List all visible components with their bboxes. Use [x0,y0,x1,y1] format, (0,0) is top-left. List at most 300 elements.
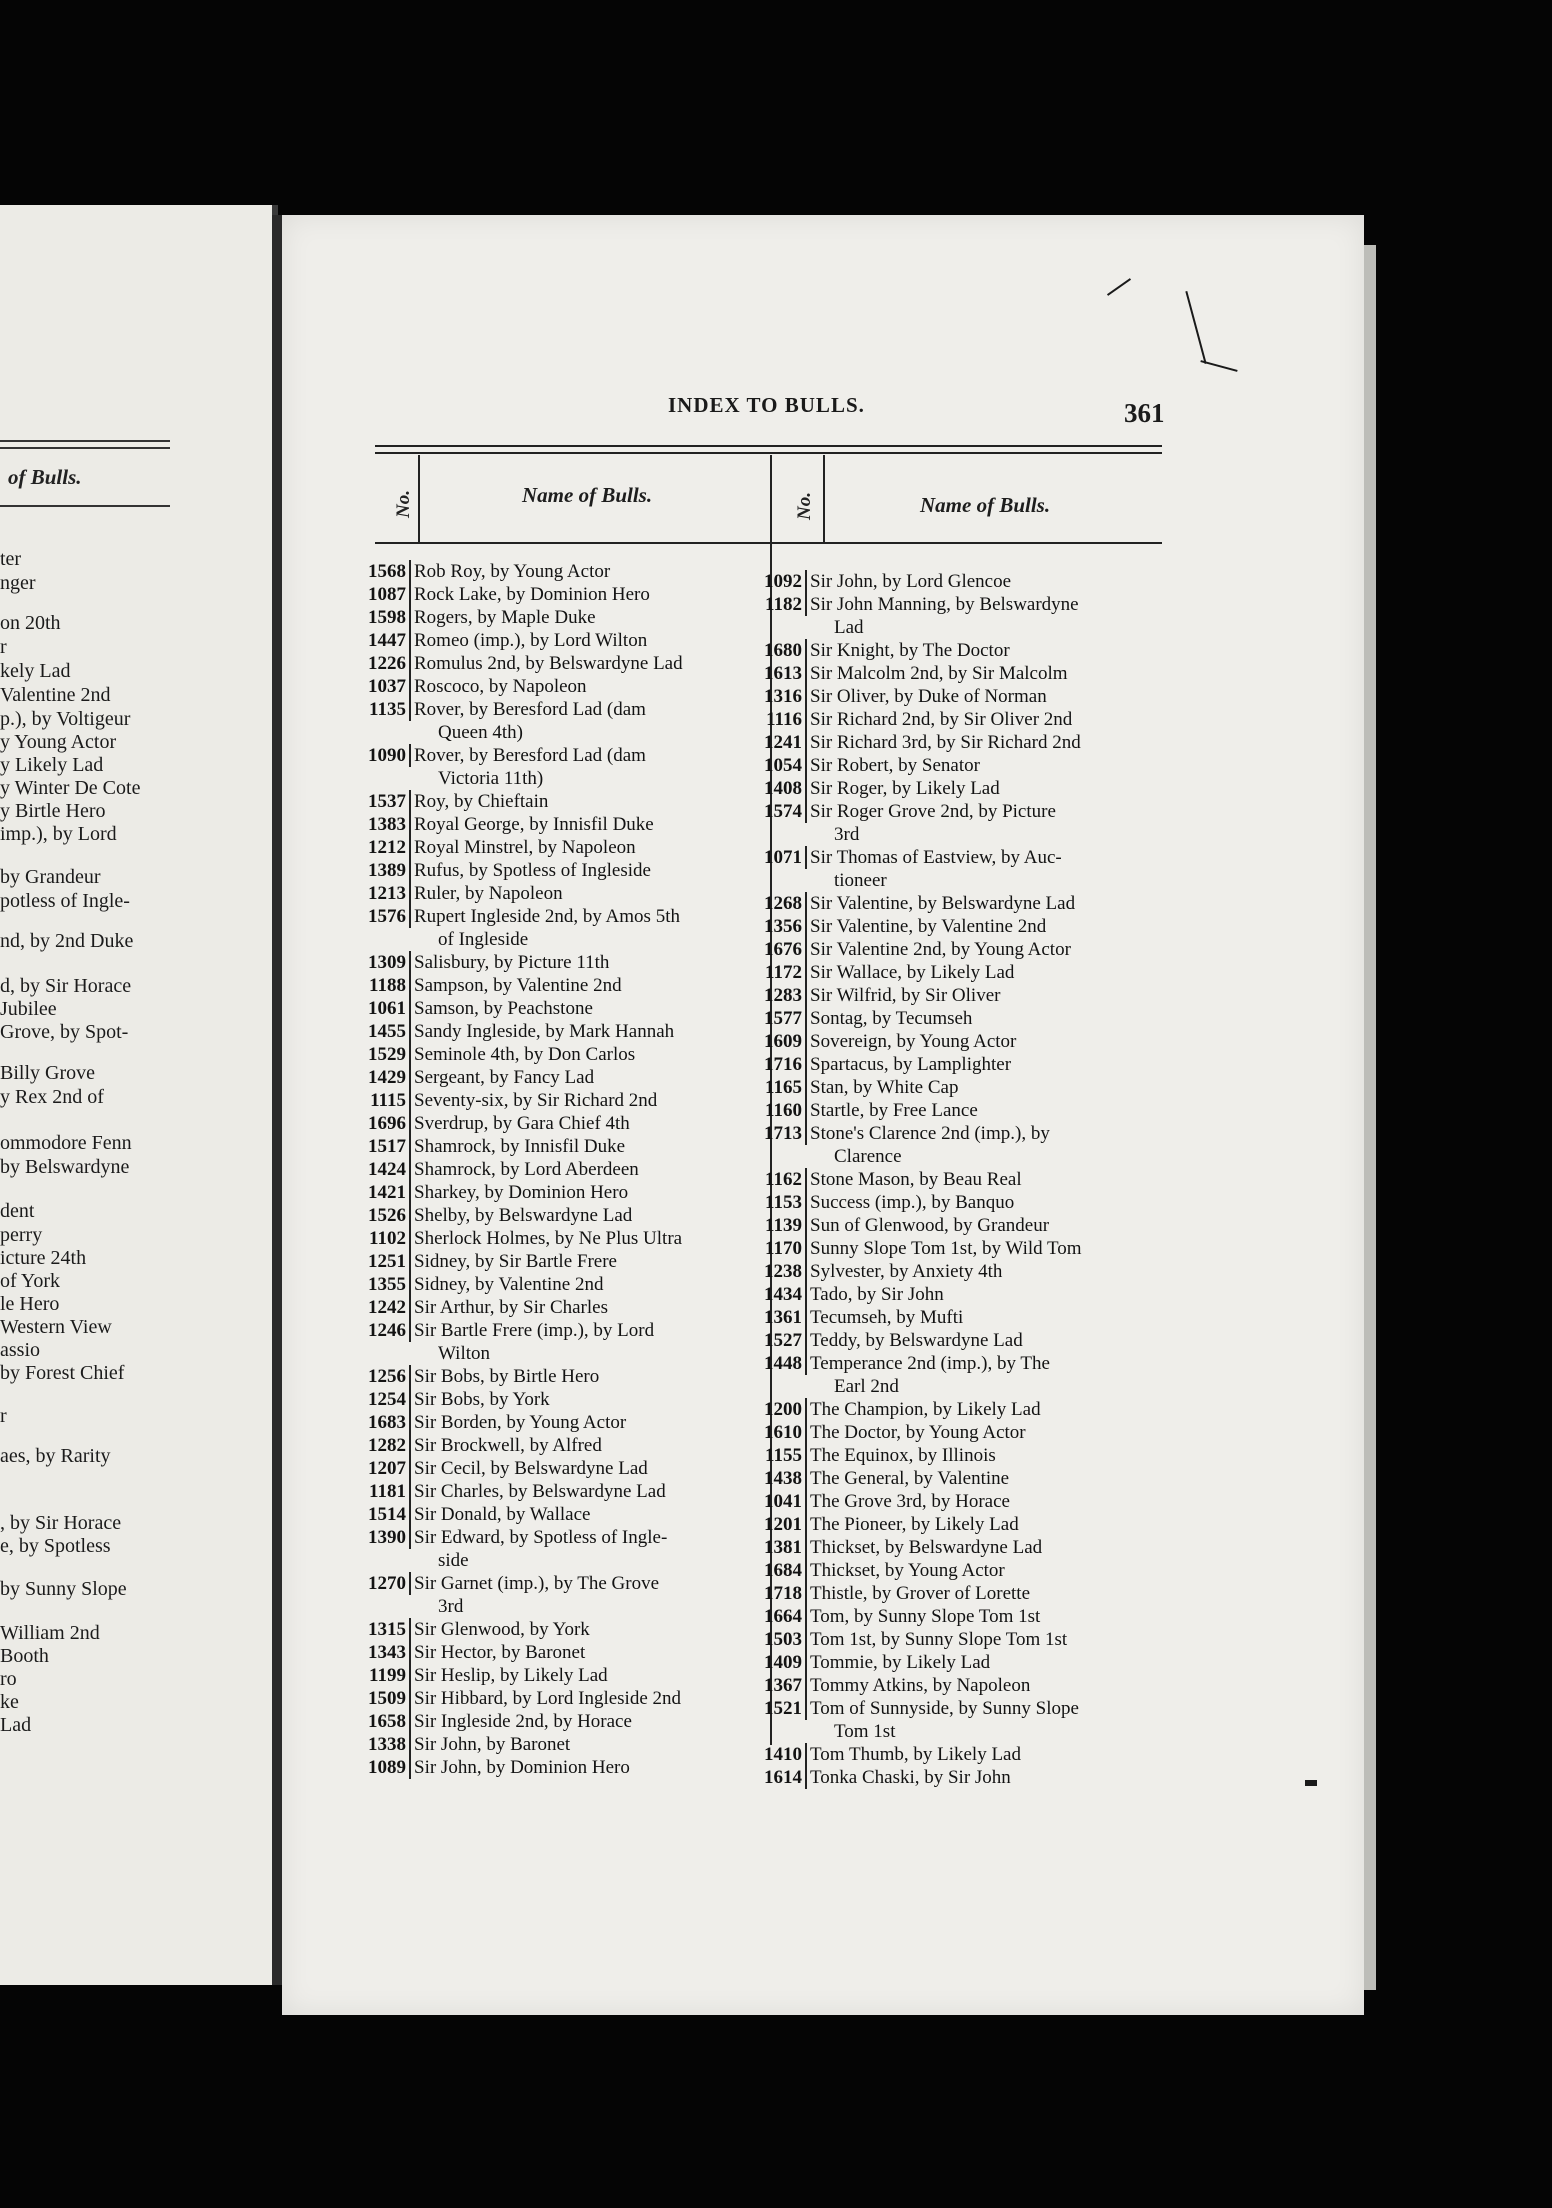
entry-name [807,1582,1165,1605]
entry-name-continuation: Wilton [438,1343,491,1364]
left-page-line: Lad [0,1714,32,1736]
index-entry [356,1158,764,1181]
index-entry [356,1618,764,1641]
entry-name-text: Tom 1st, by Sunny Slope Tom 1st [810,1629,1068,1650]
left-page-line: potless of Ingle- [0,890,130,912]
index-entry [752,1191,1165,1214]
left-page-rule [0,440,170,442]
index-entry [752,1030,1165,1053]
entry-name [411,1480,764,1503]
index-entry [752,754,1165,777]
index-entry [752,1053,1165,1076]
entry-name-text: Temperance 2nd (imp.), by The [810,1353,1050,1374]
index-entry [752,777,1165,800]
entry-number: 1199 [356,1664,411,1687]
index-entry [752,961,1165,984]
entry-number: 1165 [752,1076,807,1099]
entry-name [411,790,764,813]
entry-name [807,1076,1165,1099]
entry-number: 1683 [356,1411,411,1434]
entry-name-text: Salisbury, by Picture 11th [414,952,610,973]
right-entry-list [752,570,1165,1789]
index-entry [356,629,764,652]
entry-name-text: Sir Malcolm 2nd, by Sir Malcolm [810,663,1068,684]
entry-number: 1115 [356,1089,411,1112]
entry-name [807,1030,1165,1053]
entry-name [411,1526,764,1572]
index-entry [752,1467,1165,1490]
entry-name [411,1273,764,1296]
index-entry [356,1733,764,1756]
left-page-line: aes, by Rarity [0,1445,111,1467]
index-entry [752,984,1165,1007]
entry-name [807,1168,1165,1191]
left-page-line: William 2nd [0,1622,100,1644]
entry-number: 1160 [752,1099,807,1122]
entry-name-text: Sir Valentine 2nd, by Young Actor [810,939,1071,960]
entry-name-text: Teddy, by Belswardyne Lad [810,1330,1023,1351]
entry-name [807,938,1165,961]
entry-name-text: Tom Thumb, by Likely Lad [810,1744,1021,1765]
index-entry [752,1766,1165,1789]
entry-number: 1676 [752,938,807,961]
entry-name-text: Spartacus, by Lamplighter [810,1054,1012,1075]
index-entry [752,1168,1165,1191]
entry-name [807,1237,1165,1260]
entry-number: 1037 [356,675,411,698]
index-entry [356,1365,764,1388]
entry-name [807,1536,1165,1559]
left-entry-list [356,560,764,1779]
entry-number: 1537 [356,790,411,813]
index-entry [356,1296,764,1319]
entry-number: 1696 [356,1112,411,1135]
entry-name-text: Sir Valentine, by Belswardyne Lad [810,893,1076,914]
index-entry [752,1513,1165,1536]
index-entry [356,1227,764,1250]
left-page-line: nd, by 2nd Duke [0,930,134,952]
entry-name [411,560,764,583]
entry-number: 1429 [356,1066,411,1089]
entry-name-text: Sir Glenwood, by York [414,1619,590,1640]
left-column-name-header: Name of Bulls. [522,483,653,507]
index-entry [356,905,764,951]
left-page-line: nger [0,572,36,594]
entry-name [807,1329,1165,1352]
index-entry [356,675,764,698]
entry-number: 1338 [356,1733,411,1756]
index-entry [356,1020,764,1043]
index-entry [356,1710,764,1733]
left-page-column-header: of Bulls. [8,465,82,489]
entry-name-continuation: Lad [834,617,864,638]
entry-name-text: Romulus 2nd, by Belswardyne Lad [414,653,683,674]
entry-number: 1315 [356,1618,411,1641]
index-entry [356,1756,764,1779]
entry-name-continuation: 3rd [834,824,860,845]
entry-name [807,1191,1165,1214]
entry-number: 1071 [752,846,807,869]
entry-number: 1455 [356,1020,411,1043]
left-column-no-header: No. [393,490,414,518]
index-entry [752,1559,1165,1582]
entry-name [411,1457,764,1480]
entry-name-text: Shelby, by Belswardyne Lad [414,1205,633,1226]
entry-number: 1367 [752,1674,807,1697]
entry-name-continuation: Clarence [834,1146,902,1167]
entry-name [411,905,764,951]
left-page-line: ro [0,1668,17,1690]
entry-name [807,593,1165,639]
left-page-line: p.), by Voltigeur [0,708,131,730]
entry-number: 1355 [356,1273,411,1296]
entry-number: 1361 [752,1306,807,1329]
entry-number: 1242 [356,1296,411,1319]
index-entry [752,1651,1165,1674]
entry-number: 1409 [752,1651,807,1674]
left-page-line: dent [0,1200,35,1222]
entry-name [807,1559,1165,1582]
entry-name [807,1743,1165,1766]
entry-name [807,1099,1165,1122]
entry-number: 1213 [356,882,411,905]
index-entry [752,1490,1165,1513]
left-page-line: ommodore Fenn [0,1132,132,1154]
entry-name-text: Sir Wallace, by Likely Lad [810,962,1015,983]
entry-name-text: Sir Arthur, by Sir Charles [414,1297,608,1318]
entry-name-text: Sir Roger Grove 2nd, by Picture [810,801,1056,822]
entry-name-text: The Grove 3rd, by Horace [810,1491,1010,1512]
entry-name-continuation: Queen 4th) [438,722,523,743]
index-entry [752,593,1165,639]
entry-number: 1684 [752,1559,807,1582]
index-entry [356,560,764,583]
entry-number: 1381 [752,1536,807,1559]
index-entry [752,1674,1165,1697]
index-entry [752,708,1165,731]
entry-name [411,1020,764,1043]
top-rule-double [375,452,1162,454]
left-page-line: y Likely Lad [0,754,104,776]
index-entry [356,790,764,813]
right-column-name-header: Name of Bulls. [920,493,1051,517]
entry-number: 1041 [752,1490,807,1513]
entry-name-text: Sir Robert, by Senator [810,755,980,776]
entry-name [411,1181,764,1204]
entry-name [807,1766,1165,1789]
entry-number: 1598 [356,606,411,629]
entry-name-text: Sergeant, by Fancy Lad [414,1067,595,1088]
entry-name-text: Sherlock Holmes, by Ne Plus Ultra [414,1228,683,1249]
entry-number: 1116 [752,708,807,731]
entry-number: 1182 [752,593,807,616]
entry-name [411,1710,764,1733]
entry-name [807,777,1165,800]
entry-name-text: Seventy-six, by Sir Richard 2nd [414,1090,658,1111]
entry-name [411,1135,764,1158]
entry-number: 1181 [356,1480,411,1503]
entry-name-text: Stone's Clarence 2nd (imp.), by [810,1123,1050,1144]
entry-name-text: Sir Oliver, by Duke of Norman [810,686,1047,707]
entry-name-text: Stone Mason, by Beau Real [810,1169,1022,1190]
entry-name-text: Sir Wilfrid, by Sir Oliver [810,985,1001,1006]
left-page-line: y Rex 2nd of [0,1086,104,1108]
entry-number: 1718 [752,1582,807,1605]
left-page-line: by Belswardyne [0,1156,130,1178]
index-entry [356,606,764,629]
entry-name-continuation: 3rd [438,1596,464,1617]
entry-name-text: Sir Edward, by Spotless of Ingle- [414,1527,668,1548]
index-entry [356,1503,764,1526]
entry-name [411,1664,764,1687]
entry-number: 1576 [356,905,411,928]
entry-number: 1254 [356,1388,411,1411]
index-entry [356,951,764,974]
index-entry [356,744,764,790]
entry-name-text: Sir Bobs, by York [414,1389,550,1410]
left-page-line: r [0,1405,7,1427]
entry-name-text: Ruler, by Napoleon [414,883,563,904]
entry-name-text: Rupert Ingleside 2nd, by Amos 5th [414,906,680,927]
index-entry [752,1697,1165,1743]
index-entry [356,1457,764,1480]
entry-name-text: Sir Heslip, by Likely Lad [414,1665,608,1686]
index-entry [356,836,764,859]
left-page-line: Grove, by Spot- [0,1021,129,1043]
entry-name-text: Sir Cecil, by Belswardyne Lad [414,1458,648,1479]
entry-name [411,1756,764,1779]
index-entry [356,1687,764,1710]
entry-name [411,974,764,997]
entry-name-text: Sidney, by Sir Bartle Frere [414,1251,617,1272]
entry-name-text: Sharkey, by Dominion Hero [414,1182,629,1203]
entry-name-text: Samson, by Peachstone [414,998,593,1019]
index-entry [356,1480,764,1503]
entry-name [411,698,764,744]
left-page-line: by Forest Chief [0,1362,125,1384]
entry-name-text: Romeo (imp.), by Lord Wilton [414,630,648,651]
entry-name [411,1250,764,1273]
entry-number: 1200 [752,1398,807,1421]
entry-name [411,951,764,974]
entry-number: 1574 [752,800,807,823]
entry-number: 1527 [752,1329,807,1352]
index-entry [752,570,1165,593]
book-gutter [272,215,282,1985]
entry-name-text: Sir Borden, by Young Actor [414,1412,627,1433]
running-head: INDEX TO BULLS. [668,393,865,417]
entry-name-text: Sir John, by Baronet [414,1734,571,1755]
entry-number: 1246 [356,1319,411,1342]
entry-name-text: Sir John, by Lord Glencoe [810,571,1012,592]
entry-number: 1201 [752,1513,807,1536]
index-entry [752,1444,1165,1467]
entry-number: 1664 [752,1605,807,1628]
entry-name-continuation: of Ingleside [438,929,529,950]
entry-name-text: The Champion, by Likely Lad [810,1399,1041,1420]
entry-name [807,1260,1165,1283]
entry-number: 1090 [356,744,411,767]
entry-name-text: Roscoco, by Napoleon [414,676,587,697]
entry-name-text: Success (imp.), by Banquo [810,1192,1015,1213]
index-entry [356,1089,764,1112]
entry-name-text: Sir Hibbard, by Lord Ingleside 2nd [414,1688,682,1709]
entry-name [807,570,1165,593]
entry-name-text: Sovereign, by Young Actor [810,1031,1017,1052]
entry-name-text: Sir Ingleside 2nd, by Horace [414,1711,632,1732]
entry-name-continuation: Earl 2nd [834,1376,899,1397]
entry-name-text: Rob Roy, by Young Actor [414,561,611,582]
entry-name [807,1398,1165,1421]
index-entry [356,1273,764,1296]
left-page-line: Valentine 2nd [0,684,111,706]
index-entry [356,1043,764,1066]
entry-name-text: Seminole 4th, by Don Carlos [414,1044,636,1065]
index-entry [752,639,1165,662]
entry-name [807,639,1165,662]
entry-name [807,731,1165,754]
entry-name-text: Sir Valentine, by Valentine 2nd [810,916,1047,937]
index-entry [356,1066,764,1089]
left-page-line: imp.), by Lord [0,823,117,845]
entry-number: 1568 [356,560,411,583]
left-page-line: perry [0,1224,43,1246]
entry-number: 1061 [356,997,411,1020]
entry-number: 1529 [356,1043,411,1066]
index-entry [752,1582,1165,1605]
entry-name-text: Sir Roger, by Likely Lad [810,778,1000,799]
entry-number: 1389 [356,859,411,882]
entry-name [807,1007,1165,1030]
entry-number: 1256 [356,1365,411,1388]
entry-number: 1283 [752,984,807,1007]
left-page-line: ter [0,548,22,570]
entry-name-text: Sverdrup, by Gara Chief 4th [414,1113,630,1134]
entry-name-continuation: Victoria 11th) [438,768,544,789]
entry-name-text: The Doctor, by Young Actor [810,1422,1026,1443]
entry-number: 1658 [356,1710,411,1733]
entry-name [411,1158,764,1181]
entry-name-text: Sidney, by Valentine 2nd [414,1274,604,1295]
entry-name [411,1204,764,1227]
entry-name-text: Tommy Atkins, by Napoleon [810,1675,1031,1696]
left-page-line: , by Sir Horace [0,1512,122,1534]
entry-number: 1438 [752,1467,807,1490]
entry-name [807,754,1165,777]
entry-name [807,800,1165,846]
entry-number: 1610 [752,1421,807,1444]
index-entry [356,1388,764,1411]
index-entry [356,1411,764,1434]
entry-name [807,1674,1165,1697]
entry-name [411,859,764,882]
left-page-line: on 20th [0,612,61,634]
entry-name [411,675,764,698]
entry-name [411,1733,764,1756]
index-entry [752,1214,1165,1237]
previous-page-strip [0,205,278,1985]
entry-number: 1613 [752,662,807,685]
entry-number: 1410 [752,1743,807,1766]
index-entry [356,1135,764,1158]
index-entry [356,1204,764,1227]
entry-name-text: Sunny Slope Tom 1st, by Wild Tom [810,1238,1082,1259]
entry-name [411,1572,764,1618]
entry-name-text: Tom of Sunnyside, by Sunny Slope [810,1698,1079,1719]
entry-name-text: Sontag, by Tecumseh [810,1008,973,1029]
entry-number: 1577 [752,1007,807,1030]
entry-name-text: Tommie, by Likely Lad [810,1652,991,1673]
entry-name [807,915,1165,938]
entry-number: 1207 [356,1457,411,1480]
left-page-line: e, by Spotless [0,1535,111,1557]
entry-name [807,1444,1165,1467]
entry-name [411,1296,764,1319]
entry-name [411,606,764,629]
entry-name-text: Sir Brockwell, by Alfred [414,1435,602,1456]
entry-number: 1268 [752,892,807,915]
index-entry [752,1283,1165,1306]
entry-number: 1170 [752,1237,807,1260]
entry-name-text: Rogers, by Maple Duke [414,607,596,628]
entry-name-text: Tom, by Sunny Slope Tom 1st [810,1606,1041,1627]
entry-name-text: Tado, by Sir John [810,1284,944,1305]
index-entry [356,1112,764,1135]
entry-name [807,1490,1165,1513]
entry-name-text: Sir Bartle Frere (imp.), by Lord [414,1320,655,1341]
entry-name-text: Rufus, by Spotless of Ingleside [414,860,651,881]
entry-name [807,846,1165,892]
left-page-line: by Sunny Slope [0,1578,127,1600]
left-page-line: ke [0,1691,19,1713]
entry-name-text: Sampson, by Valentine 2nd [414,975,622,996]
entry-name-text: Royal Minstrel, by Napoleon [414,837,636,858]
entry-name-text: Sir Thomas of Eastview, by Auc- [810,847,1062,868]
left-page-line: by Grandeur [0,866,101,888]
index-entry [356,1664,764,1687]
entry-name [807,662,1165,685]
entry-name-text: Sir John Manning, by Belswardyne [810,594,1079,615]
index-entry [752,915,1165,938]
entry-number: 1155 [752,1444,807,1467]
entry-name-text: Royal George, by Innisfil Duke [414,814,654,835]
index-entry [356,652,764,675]
index-entry [356,974,764,997]
header-divider [418,455,420,543]
index-entry [356,1319,764,1365]
left-page-line: Jubilee [0,998,57,1020]
entry-number: 1680 [752,639,807,662]
entry-number: 1390 [356,1526,411,1549]
entry-name [807,708,1165,731]
entry-name [807,1306,1165,1329]
entry-name-continuation: Tom 1st [834,1721,896,1742]
top-rule [375,445,1162,447]
entry-name-text: Sandy Ingleside, by Mark Hannah [414,1021,675,1042]
index-entry [752,1076,1165,1099]
left-page-line: d, by Sir Horace [0,975,132,997]
index-entry [356,859,764,882]
left-page-line: Booth [0,1645,49,1667]
entry-number: 1309 [356,951,411,974]
index-entry [356,1434,764,1457]
left-page-line: Western View [0,1316,112,1338]
index-entry [752,1237,1165,1260]
entry-name [411,1066,764,1089]
left-page-rule [0,447,170,449]
entry-name [807,1697,1165,1743]
entry-name [807,892,1165,915]
